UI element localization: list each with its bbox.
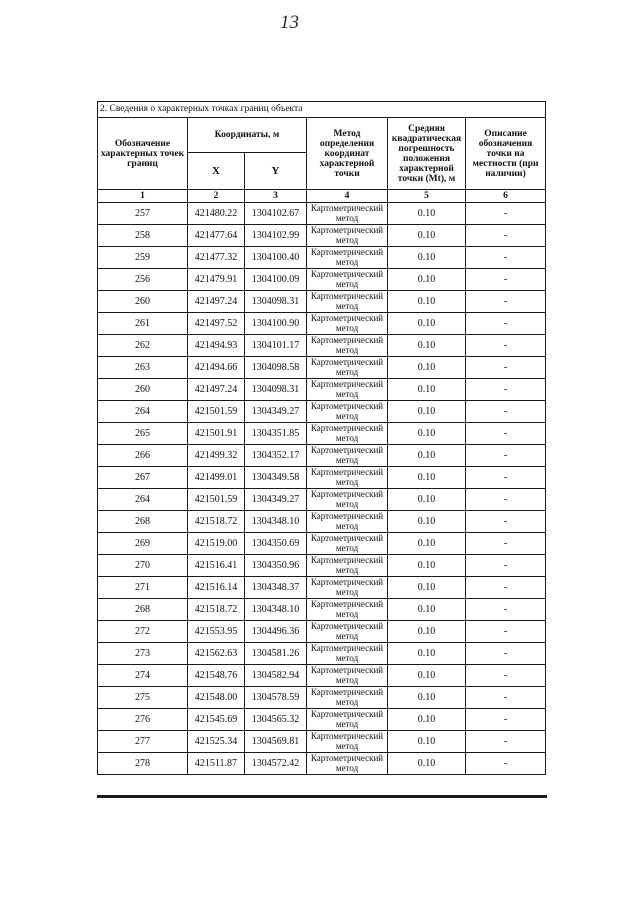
cell-description: - xyxy=(466,621,546,643)
table-row xyxy=(98,753,546,775)
cell-method: Картометрический метод xyxy=(307,335,388,357)
cell-error: 0.10 xyxy=(388,423,466,445)
cell-method: Картометрический метод xyxy=(307,269,388,291)
cell-error: 0.10 xyxy=(388,489,466,511)
cell-y: 1304581.26 xyxy=(245,643,307,665)
section-title: 2. Сведения о характерных точках границ объекта xyxy=(98,102,546,118)
cell-y: 1304100.09 xyxy=(245,269,307,291)
footer-rule xyxy=(97,795,547,798)
table-row xyxy=(98,401,546,423)
column-number: 5 xyxy=(388,190,466,203)
column-number: 3 xyxy=(245,190,307,203)
cell-error: 0.10 xyxy=(388,533,466,555)
column-number-row xyxy=(98,190,546,203)
column-number: 1 xyxy=(98,190,188,203)
cell-method: Картометрический метод xyxy=(307,247,388,269)
cell-error: 0.10 xyxy=(388,599,466,621)
cell-x: 421545.69 xyxy=(188,709,245,731)
table-row xyxy=(98,731,546,753)
cell-y: 1304100.90 xyxy=(245,313,307,335)
table-row xyxy=(98,643,546,665)
cell-method: Картометрический метод xyxy=(307,423,388,445)
cell-error: 0.10 xyxy=(388,269,466,291)
table-row xyxy=(98,533,546,555)
cell-point: 268 xyxy=(98,599,188,621)
header-error: Средняя квадратическая погрешность положения характерной точки (Mt), м xyxy=(388,118,466,190)
cell-y: 1304098.31 xyxy=(245,379,307,401)
cell-method: Картометрический метод xyxy=(307,511,388,533)
cell-x: 421497.24 xyxy=(188,291,245,313)
table-row xyxy=(98,247,546,269)
cell-y: 1304350.69 xyxy=(245,533,307,555)
cell-point: 260 xyxy=(98,379,188,401)
cell-point: 263 xyxy=(98,357,188,379)
cell-x: 421494.66 xyxy=(188,357,245,379)
cell-method: Картометрический метод xyxy=(307,621,388,643)
cell-y: 1304348.10 xyxy=(245,599,307,621)
cell-error: 0.10 xyxy=(388,401,466,423)
cell-x: 421480.22 xyxy=(188,203,245,225)
cell-error: 0.10 xyxy=(388,709,466,731)
cell-description: - xyxy=(466,599,546,621)
cell-point: 264 xyxy=(98,401,188,423)
cell-point: 277 xyxy=(98,731,188,753)
header-coordinates: Координаты, м xyxy=(188,118,307,153)
cell-description: - xyxy=(466,665,546,687)
cell-y: 1304565.32 xyxy=(245,709,307,731)
cell-method: Картометрический метод xyxy=(307,467,388,489)
cell-x: 421499.32 xyxy=(188,445,245,467)
cell-y: 1304102.67 xyxy=(245,203,307,225)
header-point-designation: Обозначение характерных точек границ xyxy=(98,118,188,190)
cell-error: 0.10 xyxy=(388,621,466,643)
cell-point: 266 xyxy=(98,445,188,467)
column-number: 6 xyxy=(466,190,546,203)
table-row xyxy=(98,511,546,533)
table-row xyxy=(98,709,546,731)
cell-point: 267 xyxy=(98,467,188,489)
cell-description: - xyxy=(466,225,546,247)
cell-error: 0.10 xyxy=(388,687,466,709)
cell-point: 273 xyxy=(98,643,188,665)
cell-y: 1304578.59 xyxy=(245,687,307,709)
header-description: Описание обозначения точки на местности (при наличии) xyxy=(466,118,546,190)
cell-point: 257 xyxy=(98,203,188,225)
cell-description: - xyxy=(466,445,546,467)
cell-description: - xyxy=(466,709,546,731)
section-title-row xyxy=(98,102,546,118)
cell-x: 421516.41 xyxy=(188,555,245,577)
cell-point: 275 xyxy=(98,687,188,709)
cell-error: 0.10 xyxy=(388,203,466,225)
cell-x: 421494.93 xyxy=(188,335,245,357)
cell-y: 1304351.85 xyxy=(245,423,307,445)
cell-point: 265 xyxy=(98,423,188,445)
table-row xyxy=(98,335,546,357)
cell-method: Картометрический метод xyxy=(307,225,388,247)
cell-y: 1304350.96 xyxy=(245,555,307,577)
cell-point: 260 xyxy=(98,291,188,313)
cell-method: Картометрический метод xyxy=(307,709,388,731)
cell-point: 264 xyxy=(98,489,188,511)
cell-point: 276 xyxy=(98,709,188,731)
cell-method: Картометрический метод xyxy=(307,489,388,511)
cell-y: 1304352.17 xyxy=(245,445,307,467)
cell-error: 0.10 xyxy=(388,225,466,247)
cell-description: - xyxy=(466,357,546,379)
cell-method: Картометрический метод xyxy=(307,445,388,467)
cell-method: Картометрический метод xyxy=(307,313,388,335)
cell-description: - xyxy=(466,467,546,489)
cell-method: Картометрический метод xyxy=(307,577,388,599)
cell-description: - xyxy=(466,687,546,709)
cell-y: 1304098.31 xyxy=(245,291,307,313)
header-x: X xyxy=(188,153,245,190)
cell-description: - xyxy=(466,511,546,533)
cell-x: 421553.95 xyxy=(188,621,245,643)
table-row xyxy=(98,445,546,467)
cell-x: 421525.34 xyxy=(188,731,245,753)
cell-y: 1304348.10 xyxy=(245,511,307,533)
cell-point: 269 xyxy=(98,533,188,555)
cell-description: - xyxy=(466,291,546,313)
cell-description: - xyxy=(466,555,546,577)
cell-x: 421519.00 xyxy=(188,533,245,555)
cell-point: 261 xyxy=(98,313,188,335)
cell-error: 0.10 xyxy=(388,291,466,313)
table-row xyxy=(98,599,546,621)
cell-x: 421501.59 xyxy=(188,489,245,511)
cell-description: - xyxy=(466,203,546,225)
cell-method: Картометрический метод xyxy=(307,599,388,621)
cell-y: 1304098.58 xyxy=(245,357,307,379)
cell-x: 421497.24 xyxy=(188,379,245,401)
cell-description: - xyxy=(466,731,546,753)
cell-y: 1304100.40 xyxy=(245,247,307,269)
cell-method: Картометрический метод xyxy=(307,379,388,401)
table-row xyxy=(98,313,546,335)
cell-method: Картометрический метод xyxy=(307,291,388,313)
cell-error: 0.10 xyxy=(388,665,466,687)
cell-point: 278 xyxy=(98,753,188,775)
cell-x: 421497.52 xyxy=(188,313,245,335)
cell-error: 0.10 xyxy=(388,555,466,577)
cell-description: - xyxy=(466,313,546,335)
cell-point: 256 xyxy=(98,269,188,291)
cell-method: Картометрический метод xyxy=(307,753,388,775)
cell-method: Картометрический метод xyxy=(307,357,388,379)
cell-error: 0.10 xyxy=(388,335,466,357)
cell-x: 421499.01 xyxy=(188,467,245,489)
cell-description: - xyxy=(466,269,546,291)
cell-y: 1304349.27 xyxy=(245,489,307,511)
cell-point: 271 xyxy=(98,577,188,599)
cell-method: Картометрический метод xyxy=(307,687,388,709)
cell-error: 0.10 xyxy=(388,511,466,533)
cell-method: Картометрический метод xyxy=(307,401,388,423)
table-row xyxy=(98,423,546,445)
cell-point: 259 xyxy=(98,247,188,269)
cell-y: 1304101.17 xyxy=(245,335,307,357)
cell-y: 1304349.27 xyxy=(245,401,307,423)
cell-x: 421511.87 xyxy=(188,753,245,775)
cell-error: 0.10 xyxy=(388,445,466,467)
cell-error: 0.10 xyxy=(388,379,466,401)
cell-method: Картометрический метод xyxy=(307,555,388,577)
cell-y: 1304582.94 xyxy=(245,665,307,687)
cell-x: 421548.00 xyxy=(188,687,245,709)
page-number: 13 xyxy=(280,12,299,33)
cell-method: Картометрический метод xyxy=(307,203,388,225)
cell-y: 1304348.37 xyxy=(245,577,307,599)
cell-description: - xyxy=(466,489,546,511)
cell-description: - xyxy=(466,533,546,555)
cell-point: 272 xyxy=(98,621,188,643)
table-row xyxy=(98,269,546,291)
cell-description: - xyxy=(466,753,546,775)
cell-description: - xyxy=(466,643,546,665)
cell-error: 0.10 xyxy=(388,753,466,775)
cell-x: 421479.91 xyxy=(188,269,245,291)
cell-description: - xyxy=(466,247,546,269)
table-row xyxy=(98,555,546,577)
cell-point: 268 xyxy=(98,511,188,533)
table-row xyxy=(98,665,546,687)
cell-x: 421516.14 xyxy=(188,577,245,599)
header-y: Y xyxy=(245,153,307,190)
cell-x: 421518.72 xyxy=(188,511,245,533)
table-row xyxy=(98,467,546,489)
cell-y: 1304572.42 xyxy=(245,753,307,775)
column-number: 2 xyxy=(188,190,245,203)
cell-error: 0.10 xyxy=(388,467,466,489)
cell-error: 0.10 xyxy=(388,247,466,269)
column-number: 4 xyxy=(307,190,388,203)
table-row xyxy=(98,291,546,313)
cell-description: - xyxy=(466,335,546,357)
table-row xyxy=(98,203,546,225)
cell-y: 1304569.81 xyxy=(245,731,307,753)
cell-method: Картометрический метод xyxy=(307,731,388,753)
cell-error: 0.10 xyxy=(388,643,466,665)
cell-point: 270 xyxy=(98,555,188,577)
table-row xyxy=(98,621,546,643)
cell-description: - xyxy=(466,401,546,423)
boundary-points-table xyxy=(97,101,546,775)
cell-error: 0.10 xyxy=(388,357,466,379)
cell-method: Картометрический метод xyxy=(307,643,388,665)
cell-y: 1304349.58 xyxy=(245,467,307,489)
cell-method: Картометрический метод xyxy=(307,533,388,555)
cell-y: 1304102.99 xyxy=(245,225,307,247)
cell-x: 421477.64 xyxy=(188,225,245,247)
cell-error: 0.10 xyxy=(388,731,466,753)
table-row xyxy=(98,225,546,247)
cell-y: 1304496.36 xyxy=(245,621,307,643)
cell-point: 258 xyxy=(98,225,188,247)
cell-description: - xyxy=(466,423,546,445)
cell-x: 421501.91 xyxy=(188,423,245,445)
cell-method: Картометрический метод xyxy=(307,665,388,687)
table-row xyxy=(98,489,546,511)
cell-error: 0.10 xyxy=(388,313,466,335)
cell-x: 421477.32 xyxy=(188,247,245,269)
cell-x: 421501.59 xyxy=(188,401,245,423)
cell-description: - xyxy=(466,379,546,401)
cell-x: 421518.72 xyxy=(188,599,245,621)
table-row xyxy=(98,577,546,599)
cell-x: 421562.63 xyxy=(188,643,245,665)
cell-x: 421548.76 xyxy=(188,665,245,687)
cell-point: 262 xyxy=(98,335,188,357)
header-row xyxy=(98,118,546,153)
table-row xyxy=(98,687,546,709)
table-row xyxy=(98,357,546,379)
table-row xyxy=(98,379,546,401)
cell-error: 0.10 xyxy=(388,577,466,599)
cell-description: - xyxy=(466,577,546,599)
cell-point: 274 xyxy=(98,665,188,687)
header-method: Метод определения координат характерной точки xyxy=(307,118,388,190)
